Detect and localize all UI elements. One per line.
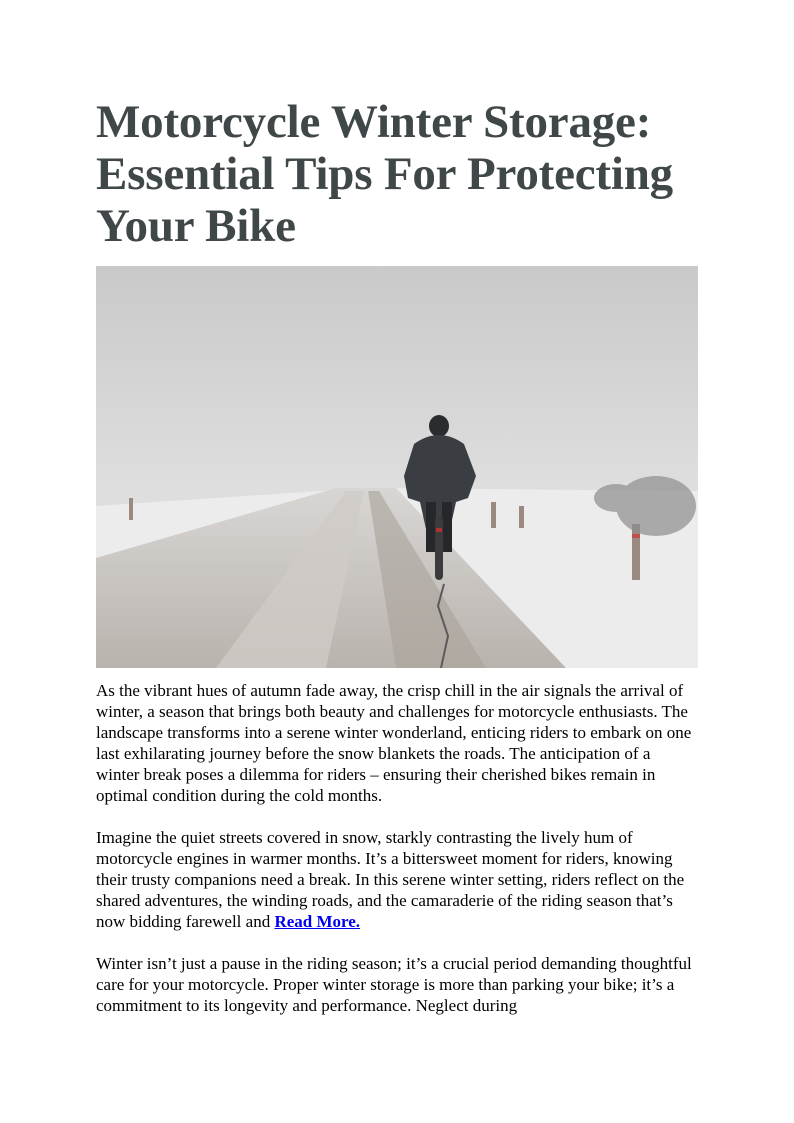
- paragraph-imagine-text: Imagine the quiet streets covered in snow, starkly contrasting the lively hum of motorcycle engines in warmer months. It’s a bittersweet moment for riders, knowing their trusty companions need a break. In this serene winter setting, riders reflect on the shared adventures, the winding roads, and the camaraderie of the riding season that’s now bidding farewell and: [96, 828, 685, 931]
- paragraph-intro: As the vibrant hues of autumn fade away, the crisp chill in the air signals the arrival of winter, a season that brings both beauty and challenges for motorcycle enthusiasts. The landscape transforms into a serene winter wonderland, enticing riders to embark on one last exhilarating journey before the snow blankets the roads. The anticipation of a winter break poses a dilemma for riders – ensuring their cherished bikes remain in optimal condition during the cold months.: [96, 681, 692, 805]
- paragraph-winter: Winter isn’t just a pause in the riding season; it’s a crucial period demanding thoughtful care for your motorcycle. Proper winter storage is more than parking your bike; it’s a commitment to its longevity and performance. Neglect during: [96, 954, 692, 1015]
- hero-image: [96, 266, 698, 668]
- read-more-link[interactable]: Read More.: [274, 912, 361, 931]
- paragraph-imagine: [96, 827, 698, 932]
- article: [96, 96, 698, 1016]
- article-title: Motorcycle Winter Storage: Essential Tips For Protecting Your Bike: [96, 96, 673, 252]
